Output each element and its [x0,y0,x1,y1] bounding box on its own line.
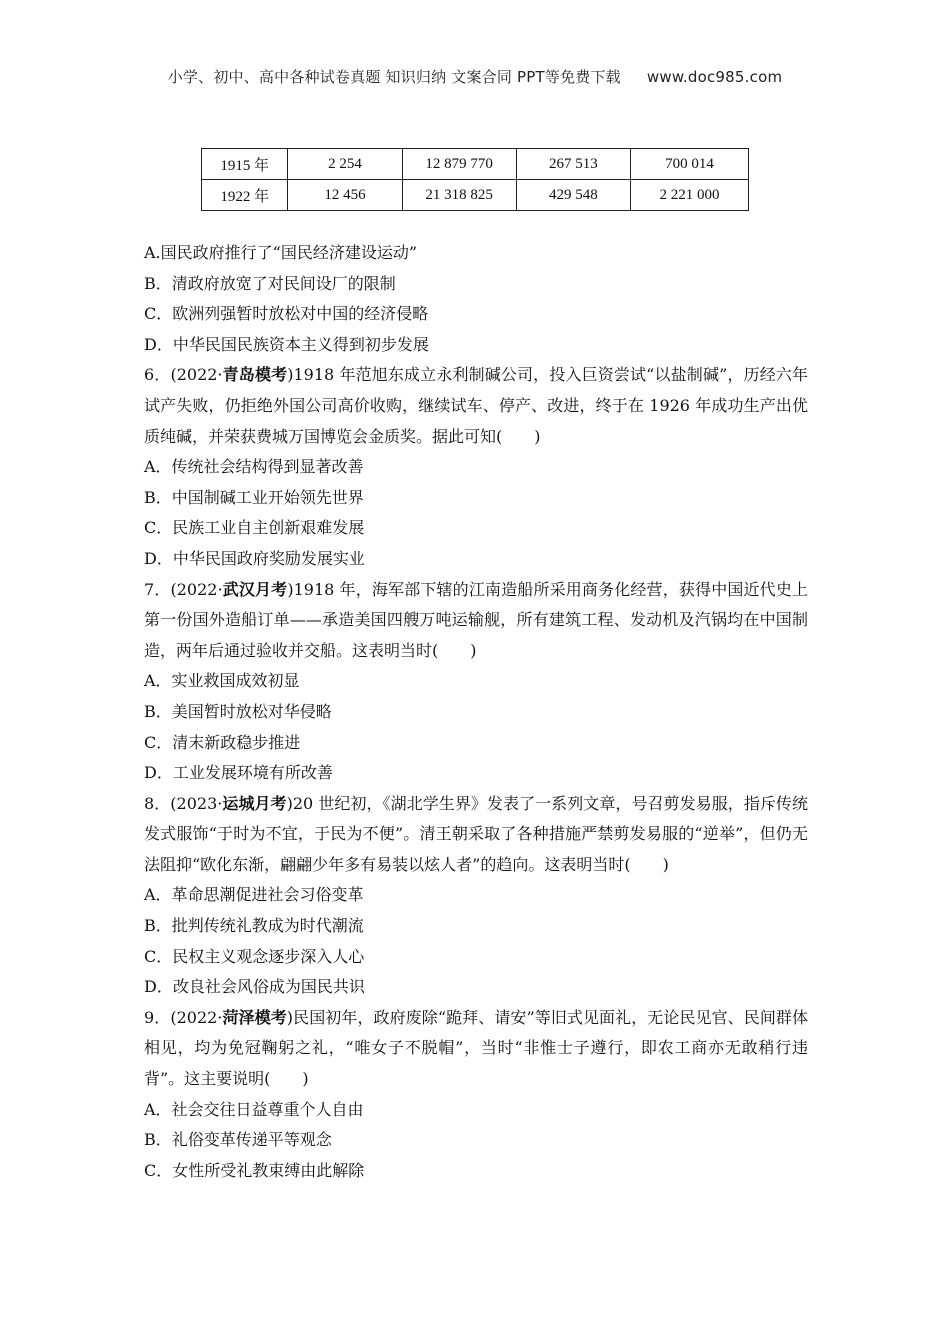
table-row [202,180,749,211]
q7-option-c: C．清末新政稳步推进 [144,732,301,752]
q8-stem [144,789,808,881]
statistics-table [201,148,749,211]
q5-option-c: C．欧洲列强暂时放松对中国的经济侵略 [144,304,429,324]
q6-option-d: D．中华民国政府奖励发展实业 [144,548,365,568]
q5-option-d: D．中华民国民族资本主义得到初步发展 [144,334,429,354]
q9-option-c: C．女性所受礼教束缚由此解除 [144,1160,365,1180]
q6-source-prefix: (2022· [170,365,223,385]
table-cell: 12 879 770 [402,149,516,180]
table-cell: 700 014 [630,149,748,180]
q9-source-prefix: (2022· [170,1007,223,1027]
table-cell: 12 456 [288,180,402,211]
q6-option-b: B．中国制碱工业开始领先世界 [144,487,364,507]
q7-option-b: B．美国暂时放松对华侵略 [144,701,332,721]
q5-option-a: A.国民政府推行了“国民经济建设运动” [144,243,418,262]
table-cell: 1915 年 [202,149,288,180]
question-content [144,238,808,1186]
q6-stem-text: 1918 年范旭东成立永利制碱公司，投入巨资尝试“以盐制碱”，历经六年试产失败，仍拒绝外国公司高价收购，继续试车、停产、改进，终于在 1926 年成功生产出优质纯碱，并荣获费城万国博览会金质奖。据此可知( ) [144,365,808,446]
table-cell: 267 513 [516,149,630,180]
q6-source-suffix: ) [287,365,294,385]
q8-number: 8． [144,793,171,813]
q9-stem [144,1003,808,1095]
q6-number: 6． [144,365,171,385]
table-row [202,149,749,180]
table-cell: 2 221 000 [630,180,748,211]
q9-stem-text: 民国初年，政府废除“跪拜、请安”等旧式见面礼，无论民见官、民间群体相见，均为免冠鞠躬之礼，“唯女子不脱帽”，当时“非惟士子遵行，即农工商亦无敢稍行违背”。这主要说明( ) [144,1007,808,1089]
header-site: www.doc985.com [646,68,783,86]
q8-option-a: A．革命思潮促进社会习俗变革 [144,885,364,905]
q7-number: 7． [144,579,171,599]
q9-number: 9． [144,1007,171,1027]
q8-source-prefix: (2023· [170,793,223,813]
table-cell: 2 254 [288,149,402,180]
q9-option-a: A．社会交往日益尊重个人自由 [144,1099,364,1119]
q7-source-place: 武汉月考 [222,579,288,599]
q8-option-d: D．改良社会风俗成为国民共识 [144,977,365,997]
q7-option-d: D．工业发展环境有所改善 [144,763,333,783]
q7-source-suffix: ) [287,579,294,599]
q6-stem [144,360,808,452]
q9-option-b: B．礼俗变革传递平等观念 [144,1130,332,1150]
q8-option-b: B．批判传统礼教成为时代潮流 [144,916,364,936]
q8-option-c: C．民权主义观念逐步深入人心 [144,946,365,966]
header-text: 小学、初中、高中各种试卷真题 知识归纳 文案合同 PPT等免费下载 [167,68,621,86]
q7-stem [144,575,808,667]
table-cell: 21 318 825 [402,180,516,211]
q8-source-suffix: ) [286,793,293,813]
q9-source-suffix: ) [286,1007,294,1027]
q7-stem-text: 1918 年，海军部下辖的江南造船所采用商务化经营，获得中国近代史上第一份国外造船订单——承造美国四艘万吨运输舰，所有建筑工程、发动机及汽锅均在中国制造，两年后通过验收并交船。这表明当时( ) [144,579,808,660]
table-cell: 429 548 [516,180,630,211]
page-header [0,66,950,87]
q8-source-place: 运城月考 [222,793,287,813]
q7-option-a: A．实业救国成效初显 [144,671,300,691]
q7-source-prefix: (2022· [170,579,223,599]
q8-stem-text: 20 世纪初，《湖北学生界》发表了一系列文章，号召剪发易服，指斥传统发式服饰“于时为不宜，于民为不便”。清王朝采取了各种措施严禁剪发易服的“逆举”，但仍无法阻抑“欧化东渐，翩翩少年多有易装以炫人者”的趋向。这表明当时( ) [144,793,808,874]
q6-option-a: A．传统社会结构得到显著改善 [144,457,364,477]
q5-option-b: B．清政府放宽了对民间设厂的限制 [144,273,396,293]
q6-option-c: C．民族工业自主创新艰难发展 [144,518,365,538]
q6-source-place: 青岛模考 [222,365,288,385]
table-cell: 1922 年 [202,180,288,211]
q9-source-place: 菏泽模考 [222,1007,287,1027]
